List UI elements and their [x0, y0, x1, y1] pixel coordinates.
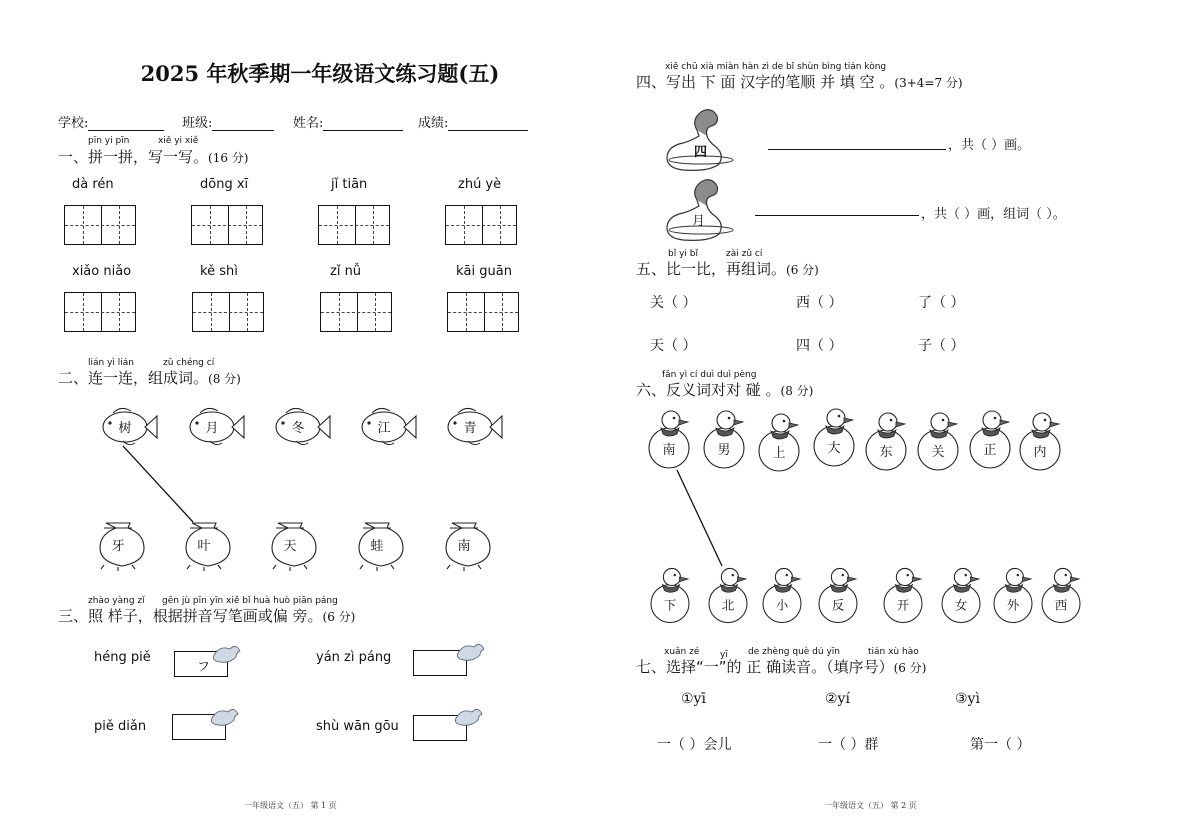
section7-ruby-4: tián xù hào [868, 647, 919, 657]
stroke-count-text-1: ，共（ ）画。 [948, 138, 1031, 153]
penguin-char: 南 [662, 443, 676, 458]
section4-heading: 四、写出 下 面 汉字的笔顺 并 填 空 。(3+4=7 分) [636, 73, 963, 91]
word-blank[interactable]: 天（ ） [650, 338, 697, 354]
penguin-char: 北 [721, 598, 735, 613]
word-blank[interactable]: 关（ ） [650, 295, 697, 311]
penguin-icon [1020, 413, 1060, 470]
name-label: 姓名: [293, 116, 324, 131]
pinyin-7: zǐ nǚ [330, 264, 362, 279]
penguin-icon [884, 568, 922, 622]
section4-ruby: xiě chū xià miàn hàn zì de bǐ shùn bìng tián kòng [665, 62, 887, 72]
section1-ruby-1: pīn yi pīn [88, 136, 130, 146]
word-blank[interactable]: 了（ ） [918, 295, 965, 311]
pot-char: 牙 [111, 539, 125, 554]
penguin-char: 正 [983, 443, 997, 458]
section1-ruby-2: xiě yi xiě [158, 136, 199, 146]
word-blank[interactable]: 西（ ） [796, 295, 843, 311]
section3-ruby-1: zhào yàng zǐ [88, 596, 145, 606]
pinyin-5: xiǎo niǎo [72, 264, 132, 279]
option-1: ①yī [681, 691, 706, 707]
section7-ruby-1: xuǎn zé [664, 647, 700, 657]
penguin-icon [814, 409, 854, 466]
penguin-icon [918, 413, 958, 470]
example-stroke: フ [197, 660, 211, 675]
pinyin-8: kāi guān [456, 264, 512, 279]
page-title: 2025 年秋季期一年级语文练习题(五) [140, 61, 500, 86]
goose-char-2: 月 [692, 214, 706, 229]
penguin-char: 男 [717, 443, 731, 458]
page1-footer: 一年级语文（五） 第 1 页 [244, 801, 337, 810]
penguin-char: 下 [663, 598, 677, 613]
bird-icon [213, 646, 240, 662]
penguin-icon [994, 568, 1032, 622]
section3-heading: 三、照 样子，根据拼音写笔画或偏 旁。(6 分) [58, 607, 356, 625]
option-3: ③yì [955, 691, 980, 707]
option-2: ②yí [825, 691, 850, 707]
penguin-icon [970, 411, 1010, 468]
bird-icon [211, 709, 238, 725]
section2-ruby-2: zǔ chéng cí [163, 358, 215, 368]
fish-char: 树 [118, 421, 132, 436]
connect-line [677, 470, 722, 566]
fish-char: 江 [377, 421, 391, 436]
pinyin-3: jǐ tiān [331, 177, 368, 192]
section5-heading: 五、比一比，再组词。(6 分) [636, 260, 819, 278]
stroke-pinyin-2: yán zì páng [316, 650, 392, 665]
penguin-char: 上 [772, 446, 786, 461]
stroke-pinyin-4: shù wān gōu [316, 719, 399, 734]
stroke-count-text-2: ，共（ ）画，组词（ ）。 [921, 207, 1066, 222]
penguin-char: 西 [1054, 598, 1068, 613]
stroke-pinyin-1: héng piě [94, 650, 151, 665]
penguin-icon [866, 413, 906, 470]
penguin-icon [709, 568, 747, 622]
section2-ruby-1: lián yì lián [88, 358, 134, 368]
section5-ruby-1: bǐ yi bǐ [668, 249, 698, 259]
section6-heading: 六、反义词对对 碰 。(8 分) [636, 381, 814, 399]
pot-char: 蛙 [370, 539, 384, 554]
pinyin-4: zhú yè [458, 177, 502, 192]
section7-ruby-2: yī [720, 650, 728, 660]
penguin-char: 内 [1033, 445, 1047, 460]
bird-icon [455, 709, 482, 725]
penguin-icon [1042, 568, 1080, 622]
pot-char: 南 [457, 539, 471, 554]
school-label: 学校: [58, 116, 89, 131]
penguin-icon [942, 568, 980, 622]
reading-blank[interactable]: 第一（ ） [970, 737, 1031, 753]
penguin-icon [649, 411, 689, 468]
penguin-icon [759, 414, 799, 471]
penguin-icon [819, 568, 857, 622]
penguin-char: 反 [831, 598, 845, 613]
word-blank[interactable]: 四（ ） [796, 338, 843, 354]
penguin-char: 开 [896, 598, 910, 613]
page2-footer: 一年级语文（五） 第 2 页 [824, 801, 917, 810]
section1-heading: 一、拼一拼，写一写。(16 分) [58, 148, 249, 166]
penguin-icon [651, 568, 689, 622]
fish-char: 冬 [291, 421, 305, 436]
pinyin-2: dōng xī [200, 177, 249, 192]
bird-icon [457, 644, 484, 660]
section3-ruby-2: gēn jù pīn yīn xiě bǐ huà huò piān páng [162, 596, 338, 606]
class-label: 班级: [182, 116, 213, 131]
reading-blank[interactable]: 一（ ）会儿 [657, 737, 732, 753]
pinyin-1: dà rén [72, 177, 114, 192]
section7-ruby-3: de zhèng què dú yīn [748, 647, 840, 657]
penguin-char: 小 [775, 598, 789, 613]
pot-char: 叶 [197, 539, 211, 554]
fish-char: 青 [463, 421, 477, 436]
pot-char: 天 [283, 539, 297, 554]
section5-ruby-2: zài zǔ cí [726, 249, 763, 259]
section6-ruby: fǎn yì cí duì duì pèng [662, 370, 757, 380]
penguin-icon [763, 568, 801, 622]
penguin-char: 外 [1006, 598, 1020, 613]
fish-char: 月 [205, 421, 219, 436]
score-label: 成绩: [418, 116, 449, 131]
penguin-char: 关 [931, 445, 945, 460]
penguin-char: 东 [879, 445, 893, 460]
word-blank[interactable]: 子（ ） [918, 338, 965, 354]
section7-heading: 七、选择“一”的 正 确读音。（填序号）(6 分) [636, 658, 927, 676]
penguin-char: 大 [827, 441, 841, 456]
section2-heading: 二、连一连，组成词。(8 分) [58, 369, 241, 387]
penguin-icon [704, 411, 744, 468]
penguin-char: 女 [954, 598, 968, 613]
stroke-pinyin-3: piě diǎn [94, 719, 147, 734]
goose-char-1: 四 [694, 145, 708, 160]
reading-blank[interactable]: 一（ ）群 [818, 737, 879, 753]
pinyin-6: kě shì [200, 264, 238, 279]
